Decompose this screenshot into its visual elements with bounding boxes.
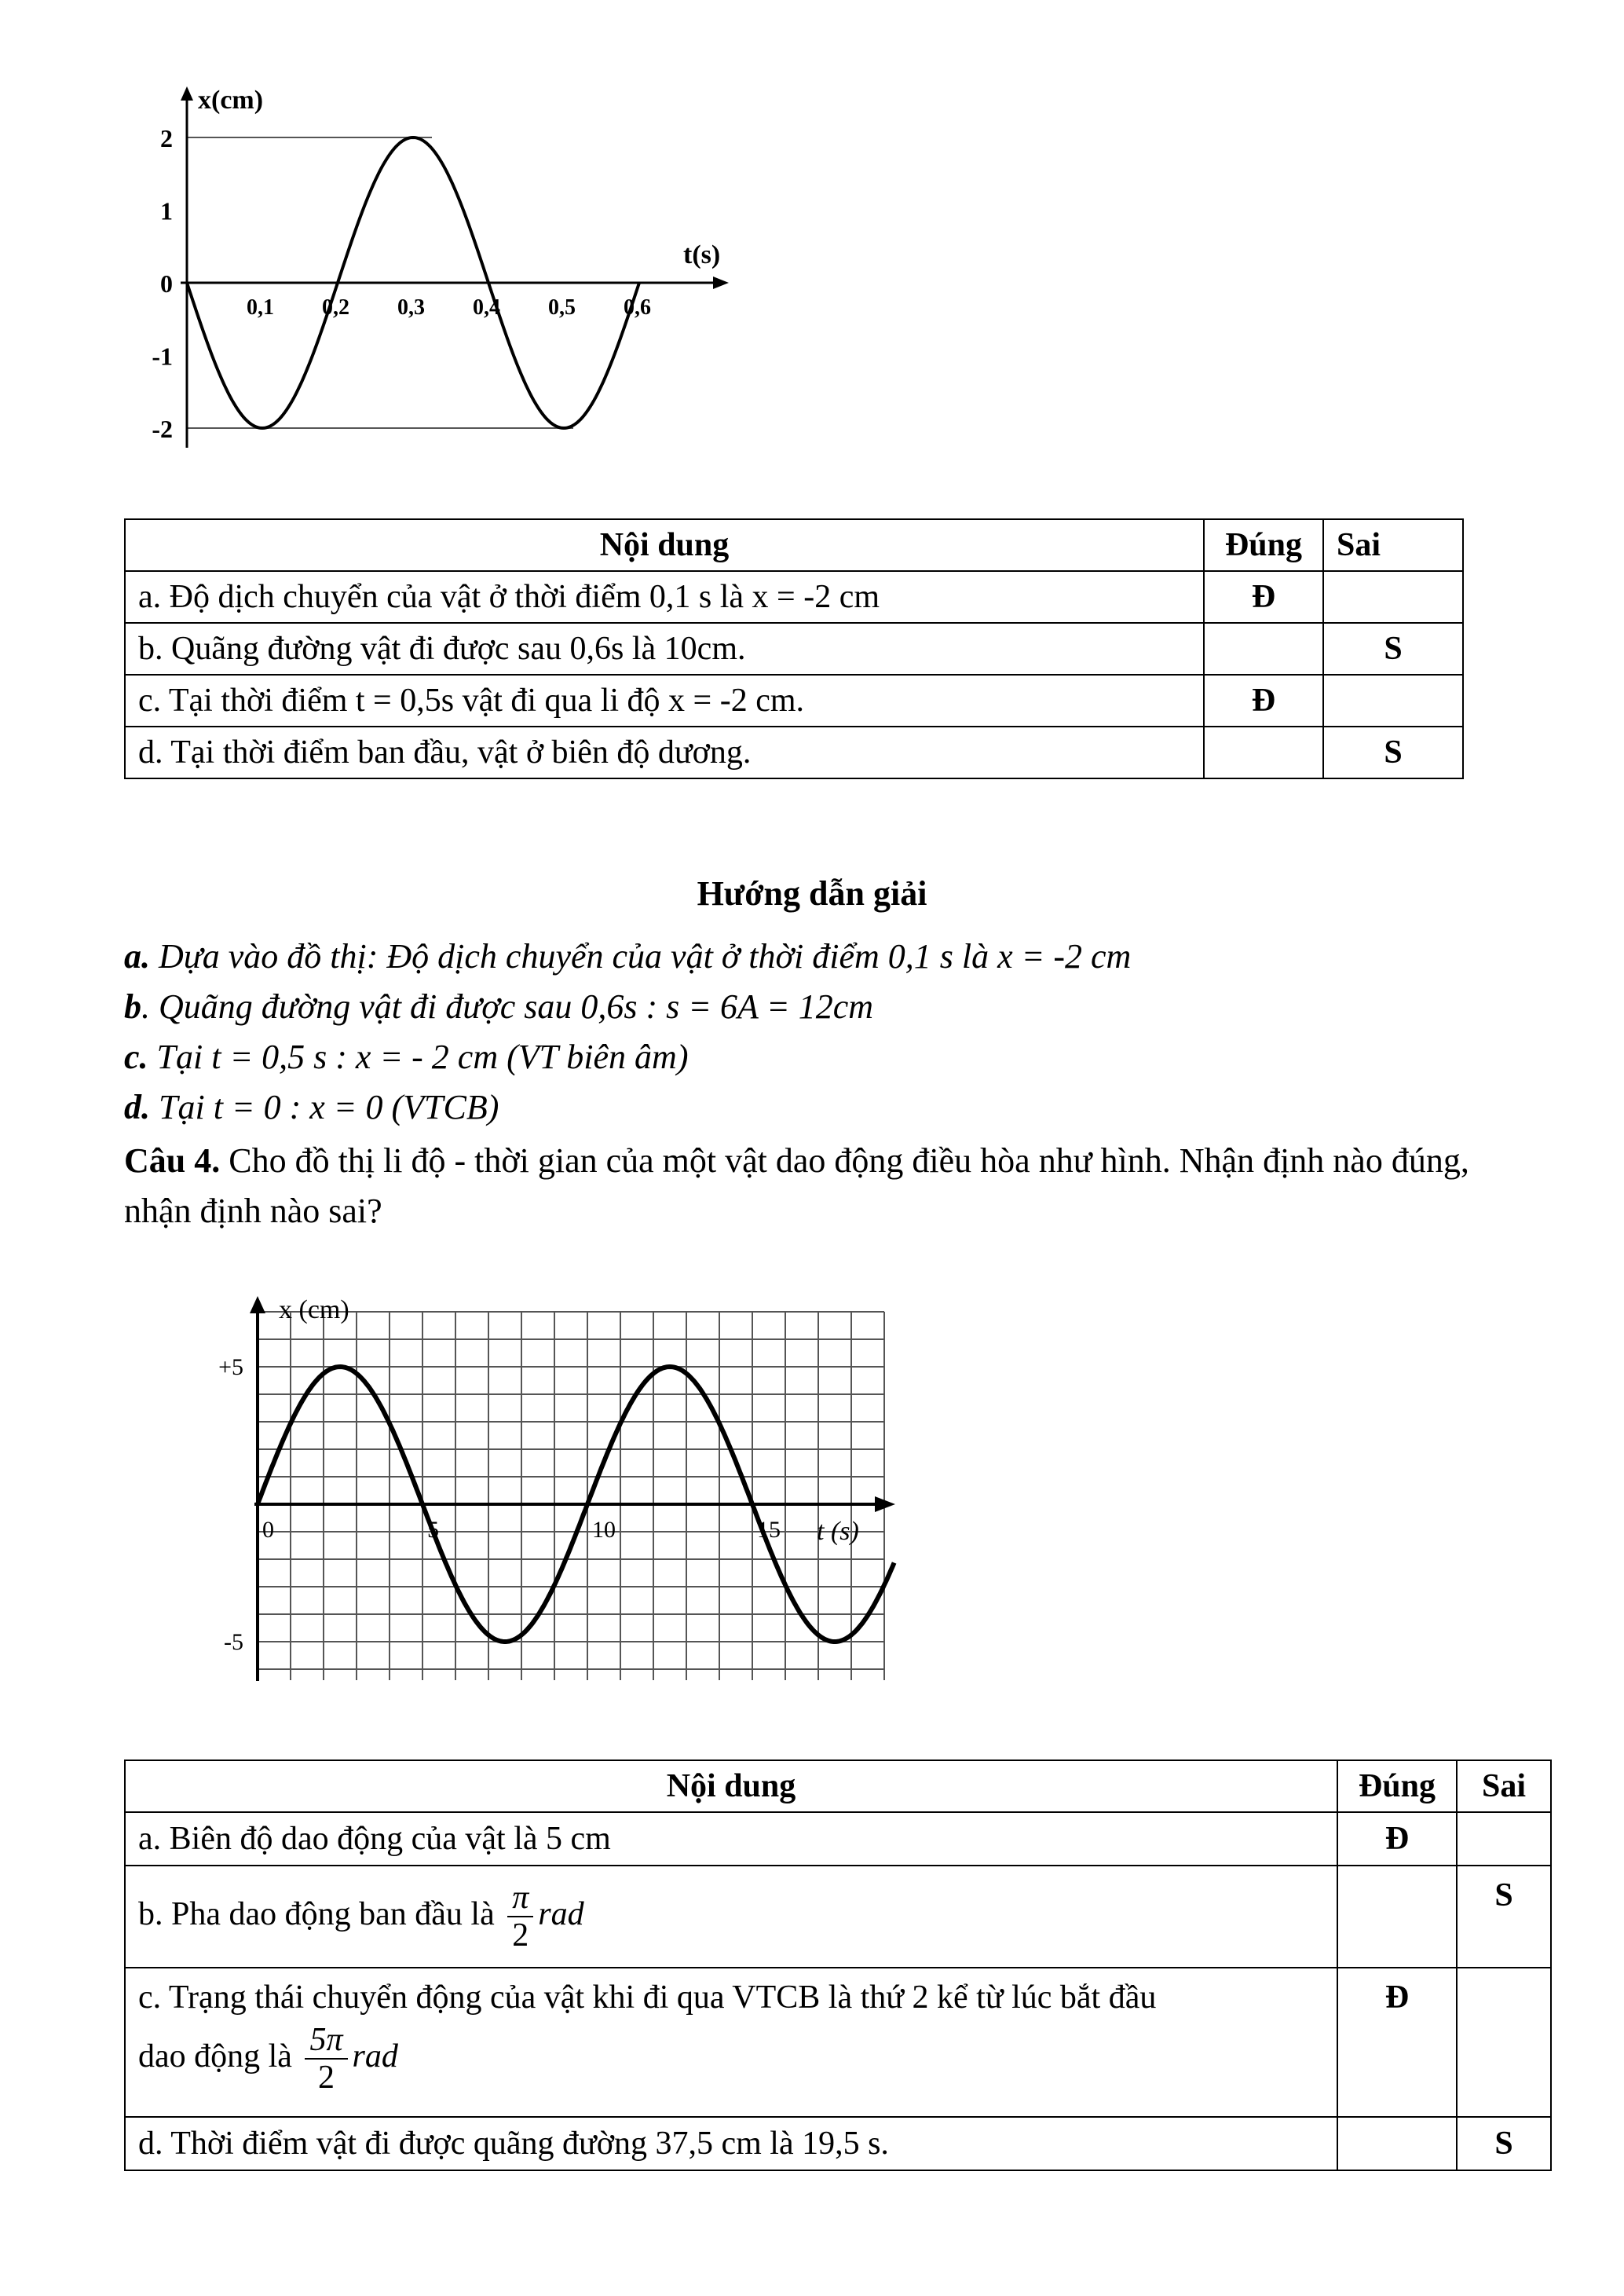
y-tick-labels xyxy=(218,1354,243,1655)
true-mark xyxy=(1204,623,1323,675)
solution-label-c: c. xyxy=(124,1038,148,1076)
answer-table-1 xyxy=(124,518,1464,779)
true-mark: Đ xyxy=(1204,675,1323,727)
chart-1 xyxy=(141,79,770,471)
fraction-denominator: 2 xyxy=(512,1917,529,1954)
solution-text-a: Dựa vào đồ thị: Độ dịch chuyển của vật ở thời điểm 0,1 s là x = -2 cm xyxy=(150,937,1132,976)
question-4 xyxy=(124,1136,1530,1236)
header-false: Sai xyxy=(1457,1760,1551,1812)
false-mark: S xyxy=(1457,2117,1551,2170)
table-row xyxy=(125,2117,1551,2170)
solution-text-b: . Quãng đường vật đi được sau 0,6s : s = 6A = 12cm xyxy=(141,987,874,1026)
statement-b-text: b. Pha dao động ban đầu là xyxy=(138,1895,495,1932)
y-tick-label: 2 xyxy=(160,124,173,152)
true-mark: Đ xyxy=(1337,1968,1457,2117)
statement-c-line-2: dao động là xyxy=(138,2038,292,2075)
y-tick-labels xyxy=(152,124,173,443)
statement-b xyxy=(125,1866,1337,1968)
x-axis-arrow xyxy=(713,276,729,289)
fraction-numerator: 5π xyxy=(305,2022,347,2060)
y-tick-label: -2 xyxy=(152,415,173,443)
fraction-numerator: π xyxy=(507,1880,533,1917)
header-content: Nội dung xyxy=(125,1760,1337,1812)
true-mark xyxy=(1204,727,1323,778)
y-axis-label: x(cm) xyxy=(198,86,264,115)
y-tick-label: 1 xyxy=(160,196,173,225)
grid xyxy=(258,1312,884,1680)
unit-rad: rad xyxy=(352,2038,398,2075)
x-tick-label: 0,6 xyxy=(624,295,651,320)
x-axis-label: t(s) xyxy=(683,240,721,269)
x-tick-label: 0,3 xyxy=(397,295,425,320)
y-tick-label: -1 xyxy=(152,342,173,371)
x-tick-label: 0 xyxy=(262,1517,274,1543)
statement-b: b. Quãng đường vật đi được sau 0,6s là 10cm. xyxy=(125,623,1204,675)
question-text: Cho đồ thị li độ - thời gian của một vật dao động điều hòa như hình. Nhận định nào đúng, nhận định nào sai? xyxy=(124,1141,1469,1230)
solution-line-a xyxy=(124,936,1131,976)
solution-line-c xyxy=(124,1037,688,1077)
statement-a: a. Biên độ dao động của vật là 5 cm xyxy=(125,1812,1337,1866)
solution-heading: Hướng dẫn giải xyxy=(697,874,927,913)
true-mark xyxy=(1337,1866,1457,1968)
header-true: Đúng xyxy=(1204,519,1323,571)
question-label: Câu 4. xyxy=(124,1141,221,1180)
fraction-pi-over-2 xyxy=(507,1880,533,1954)
true-mark xyxy=(1337,2117,1457,2170)
x-tick-label: 0,1 xyxy=(247,295,274,320)
table-row xyxy=(125,571,1463,623)
x-tick-label: 0,2 xyxy=(322,295,349,320)
answer-table-2 xyxy=(124,1760,1552,2171)
true-mark: Đ xyxy=(1204,571,1323,623)
x-tick-label: 15 xyxy=(757,1517,781,1543)
false-mark xyxy=(1457,1812,1551,1866)
x-axis-label: t (s) xyxy=(817,1517,859,1546)
solution-line-b xyxy=(124,987,873,1027)
table-row xyxy=(125,623,1463,675)
statement-c: c. Tại thời điểm t = 0,5s vật đi qua li độ x = -2 cm. xyxy=(125,675,1204,727)
table-row xyxy=(125,1968,1551,2117)
solution-line-d xyxy=(124,1087,499,1127)
statement-a: a. Độ dịch chuyển của vật ở thời điểm 0,1 s là x = -2 cm xyxy=(125,571,1204,623)
header-true: Đúng xyxy=(1337,1760,1457,1812)
chart-2 xyxy=(196,1288,903,1697)
table-row xyxy=(125,1812,1551,1866)
x-tick-label: 0,4 xyxy=(473,295,500,320)
header-content: Nội dung xyxy=(125,519,1204,571)
fraction-5pi-over-2 xyxy=(305,2022,347,2096)
table-row xyxy=(125,1866,1551,1968)
false-mark: S xyxy=(1323,727,1463,778)
statement-d: d. Thời điểm vật đi được quãng đường 37,5 cm là 19,5 s. xyxy=(125,2117,1337,2170)
true-mark: Đ xyxy=(1337,1812,1457,1866)
header-false: Sai xyxy=(1323,519,1463,571)
solution-label-a: a. xyxy=(124,937,150,976)
statement-c-line-1: c. Trạng thái chuyển động của vật khi đi qua VTCB là thứ 2 kể từ lúc bắt đầu xyxy=(138,1979,1157,2016)
solution-text-d: Tại t = 0 : x = 0 (VTCB) xyxy=(150,1088,499,1126)
false-mark xyxy=(1457,1968,1551,2117)
y-axis-arrow xyxy=(181,86,193,101)
x-tick-label: 10 xyxy=(592,1517,616,1543)
y-tick-label: -5 xyxy=(224,1629,243,1655)
table-row xyxy=(125,675,1463,727)
unit-rad: rad xyxy=(538,1895,584,1932)
false-mark xyxy=(1323,675,1463,727)
x-tick-labels xyxy=(247,295,651,320)
x-tick-label: 0,5 xyxy=(548,295,576,320)
table-row xyxy=(125,727,1463,778)
statement-d: d. Tại thời điểm ban đầu, vật ở biên độ dương. xyxy=(125,727,1204,778)
statement-c xyxy=(125,1968,1337,2117)
solution-label-b: b xyxy=(124,987,141,1026)
solution-label-d: d. xyxy=(124,1088,150,1126)
y-axis-label: x (cm) xyxy=(279,1295,349,1324)
y-tick-label: 0 xyxy=(160,269,173,298)
y-tick-label: +5 xyxy=(218,1354,243,1380)
fraction-denominator: 2 xyxy=(317,2060,335,2096)
x-tick-label: 5 xyxy=(427,1517,439,1543)
y-axis-arrow xyxy=(250,1296,265,1313)
solution-text-c: Tại t = 0,5 s : x = - 2 cm (VT biên âm) xyxy=(148,1038,689,1076)
false-mark: S xyxy=(1457,1866,1551,1968)
false-mark: S xyxy=(1323,623,1463,675)
false-mark xyxy=(1323,571,1463,623)
